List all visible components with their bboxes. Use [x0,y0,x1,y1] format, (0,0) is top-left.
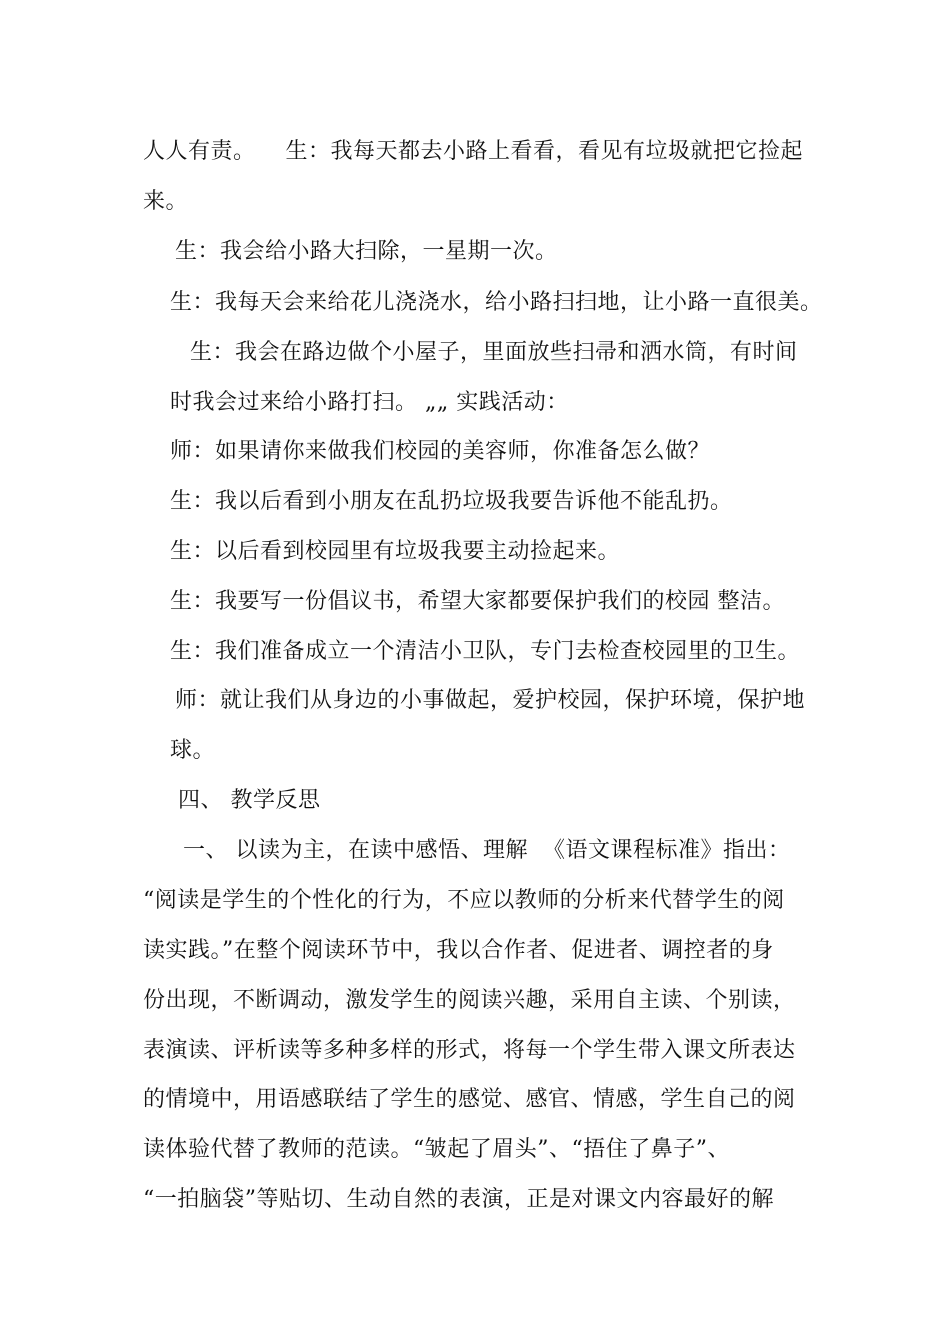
text-line: 一、 以读为主，在读中感悟、理解 《语文课程标准》指出： [183,838,791,863]
text-line: 读体验代替了教师的范读。“皱起了眉头”、“捂住了鼻子”、 [143,1137,730,1162]
text-line: 时我会过来给小路打扫。 „„ 实践活动： [170,390,569,415]
text-line: 份出现，不断调动，激发学生的阅读兴趣，采用自主读、个别读， [143,988,796,1013]
text-line: “阅读是学生的个性化的行为，不应以教师的分析来代替学生的阅 [143,888,785,913]
text-line: “一拍脑袋”等贴切、生动自然的表演，正是对课文内容最好的解 [143,1187,774,1212]
text-line: 生：我要写一份倡议书，希望大家都要保护我们的校园 整洁。 [170,589,785,614]
text-line: 球。 [170,738,216,763]
text-line: 生：我会在路边做个小屋子，里面放些扫帚和洒水筒，有时间 [190,340,798,365]
text-line: 生：我们准备成立一个清洁小卫队，专门去检查校园里的卫生。 [170,639,801,664]
text-line: 生：我以后看到小朋友在乱扔垃圾我要告诉他不能乱扔。 [170,489,733,514]
text-line: 表演读、评析读等多种多样的形式，将每一个学生带入课文所表达 [143,1038,796,1063]
text-line: 读实践。”在整个阅读环节中，我以合作者、促进者、调控者的身 [143,938,774,963]
text-line: 生：我会给小路大扫除，一星期一次。 [175,239,558,264]
text-line: 师：如果请你来做我们校园的美容师，你准备怎么做？ [170,439,711,464]
text-line: 的情境中，用语感联结了学生的感觉、感官、情感，学生自己的阅 [143,1087,796,1112]
text-line: 生：我每天会来给花儿浇浇水，给小路扫扫地，让小路一直很美。 [170,290,823,315]
text-line: 人人有责。 生：我每天都去小路上看看，看见有垃圾就把它捡起 [143,139,803,164]
text-line: 师：就让我们从身边的小事做起，爱护校园，保护环境，保护地 [175,688,806,713]
text-line: 来。 [143,189,189,214]
text-line: 生：以后看到校园里有垃圾我要主动捡起来。 [170,539,621,564]
section-heading: 四、 教学反思 [178,788,321,813]
